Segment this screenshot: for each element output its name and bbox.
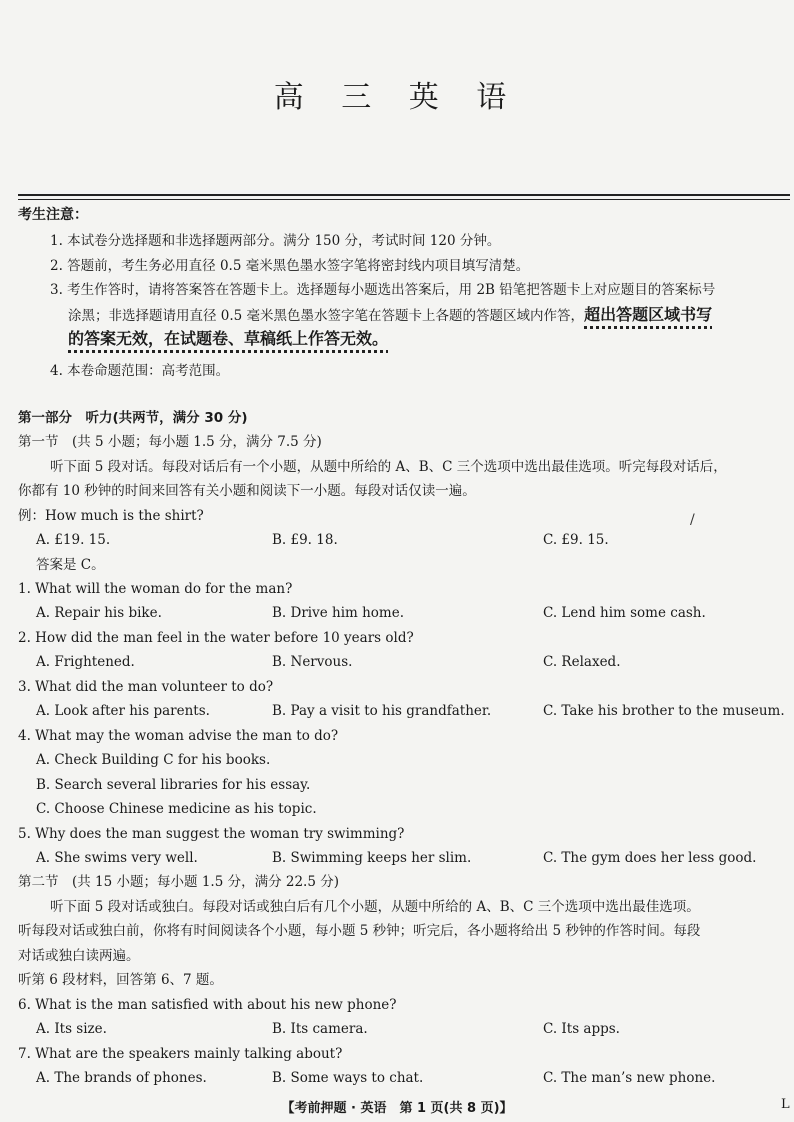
notice-item-4: 4. 本卷命题范围：高考范围。 xyxy=(50,363,230,379)
question-4: 4. What may the woman advise the man to do? xyxy=(18,728,339,744)
q7-option-b: B. Some ways to chat. xyxy=(272,1070,424,1086)
question-2: 2. How did the man feel in the water before 10 years old? xyxy=(18,630,414,646)
q3-option-a: A. Look after his parents. xyxy=(36,703,210,719)
question-3: 3. What did the man volunteer to do? xyxy=(18,679,274,695)
page-title: 高 三 英 语 xyxy=(273,80,521,115)
section2-instruction-c: 对话或独白读两遍。 xyxy=(18,948,140,964)
corner-mark: L xyxy=(781,1097,790,1112)
header-rule xyxy=(18,194,790,196)
q1-option-c: C. Lend him some cash. xyxy=(543,605,706,621)
section2-instruction-a: 听下面 5 段对话或独白。每段对话或独白后有几个小题，从题中所给的 A、B、C 三个选项中选出最佳选项。 xyxy=(50,899,700,915)
material-6-heading: 听第 6 段材料，回答第 6、7 题。 xyxy=(18,972,223,988)
q6-option-b: B. Its camera. xyxy=(272,1021,368,1037)
q1-option-a: A. Repair his bike. xyxy=(36,605,162,621)
q1-option-b: B. Drive him home. xyxy=(272,605,405,621)
part1-heading: 第一部分 听力(共两节，满分 30 分) xyxy=(18,410,248,426)
q5-option-c: C. The gym does her less good. xyxy=(543,850,757,866)
notice-heading: 考生注意： xyxy=(18,207,88,223)
q7-option-a: A. The brands of phones. xyxy=(36,1070,207,1086)
notice-item-3b-row xyxy=(68,305,712,326)
q3-option-c: C. Take his brother to the museum. xyxy=(543,703,785,719)
q2-option-a: A. Frightened. xyxy=(36,654,135,670)
question-5: 5. Why does the man suggest the woman try swimming? xyxy=(18,826,405,842)
example-option-a: A. £19. 15. xyxy=(36,532,111,548)
notice-item-3a: 3. 考生作答时，请将答案答在答题卡上。选择题每小题选出答案后，用 2B 铅笔把答题卡上对应题目的答案标号 xyxy=(50,282,716,298)
section2-heading: 第二节 (共 15 小题；每小题 1.5 分，满分 22.5 分) xyxy=(18,874,339,890)
notice-item-1: 1. 本试卷分选择题和非选择题两部分。满分 150 分，考试时间 120 分钟。 xyxy=(50,233,501,249)
example-option-b: B. £9. 18. xyxy=(272,532,338,548)
question-1: 1. What will the woman do for the man? xyxy=(18,581,293,597)
q3-option-b: B. Pay a visit to his grandfather. xyxy=(272,703,492,719)
q2-option-b: B. Nervous. xyxy=(272,654,353,670)
section1-instruction-b: 你都有 10 秒钟的时间来回答有关小题和阅读下一小题。每段对话仅读一遍。 xyxy=(18,483,476,499)
q4-option-b: B. Search several libraries for his essay. xyxy=(36,777,311,793)
q6-option-c: C. Its apps. xyxy=(543,1021,620,1037)
q4-option-c: C. Choose Chinese medicine as his topic. xyxy=(36,801,317,817)
section1-instruction-a: 听下面 5 段对话。每段对话后有一个小题，从题中所给的 A、B、C 三个选项中选出最佳选项。听完每段对话后， xyxy=(50,459,727,475)
q5-option-a: A. She swims very well. xyxy=(36,850,198,866)
question-7: 7. What are the speakers mainly talking about? xyxy=(18,1046,343,1062)
section2-instruction-b: 听每段对话或独白前，你将有时间阅读各个小题，每小题 5 秒钟；听完后，各小题将给出 5 秒钟的作答时间。每段 xyxy=(18,923,701,939)
notice-item-2: 2. 答题前，考生务必用直径 0.5 毫米黑色墨水签字笔将密封线内项目填写清楚。 xyxy=(50,258,530,274)
example-option-c: C. £9. 15. xyxy=(543,532,609,548)
example-question: 例：How much is the shirt? xyxy=(18,508,204,524)
question-6: 6. What is the man satisfied with about his new phone? xyxy=(18,997,397,1013)
example-answer: 答案是 C。 xyxy=(36,557,105,573)
stray-mark: / xyxy=(690,512,695,528)
q2-option-c: C. Relaxed. xyxy=(543,654,621,670)
notice-item-3c-row xyxy=(68,329,388,350)
page-footer: 【考前押题 · 英语 第 1 页(共 8 页)】 xyxy=(281,1101,513,1116)
q7-option-c: C. The man’s new phone. xyxy=(543,1070,716,1086)
notice-emphasis-1: 超出答题区域书写 xyxy=(584,305,713,324)
notice-item-3b: 涂黑；非选择题请用直径 0.5 毫米黑色墨水签字笔在答题卡上各题的答题区域内作答， xyxy=(68,308,585,324)
q4-option-a: A. Check Building C for his books. xyxy=(36,752,271,768)
q5-option-b: B. Swimming keeps her slim. xyxy=(272,850,472,866)
notice-emphasis-2: 的答案无效，在试题卷、草稿纸上作答无效。 xyxy=(68,329,389,348)
section1-heading: 第一节 (共 5 小题；每小题 1.5 分，满分 7.5 分) xyxy=(18,434,322,450)
q6-option-a: A. Its size. xyxy=(36,1021,107,1037)
header-rule-thin xyxy=(18,199,790,200)
